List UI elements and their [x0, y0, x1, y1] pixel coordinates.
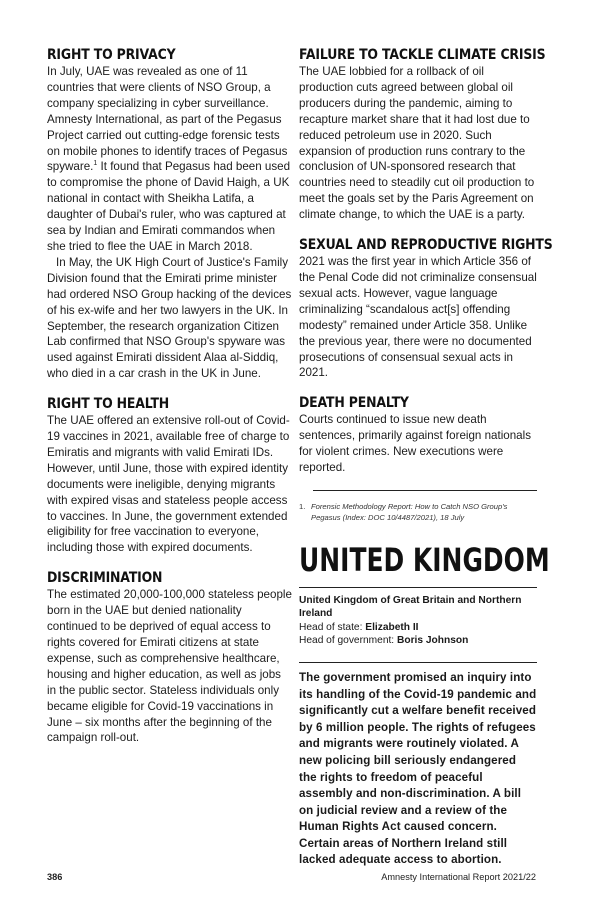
country-meta — [299, 594, 537, 648]
heading-right-to-health: RIGHT TO HEALTH — [47, 396, 170, 413]
country-title: UNITED KINGDOM — [299, 540, 550, 579]
discrimination-paragraph-1: The estimated 20,000-100,000 stateless people born in the UAE but denied nationality continued to be deprived of equal access to rights covered for Emirati citizens at state expense, such as comprehensive healthcare, housing and higher education, as well as jobs in the public sector. Stateless individuals only became eligible for Covid-19 vaccinations in June – six months after the beginning of the campaign roll-out. — [47, 588, 292, 745]
footnote-divider — [313, 490, 537, 491]
head-of-government-value: Boris Johnson — [396, 635, 469, 647]
section-climate-crisis — [299, 46, 546, 223]
section-right-to-health — [47, 395, 292, 556]
head-of-state-label: Head of state: — [299, 621, 363, 633]
climate-paragraph-1: The UAE lobbied for a rollback of oil production cuts agreed between global oil producers during the pandemic, aiming to recapture market share that it had lost due to reduced petroleum use in 2020. Such expansion of production runs contrary to the conclusion of UN-sponsored research that countries need to steadily cut oil production to meet the goals set by the Paris Agreement on climate change, to which the UAE is a party. — [299, 65, 535, 222]
sexual-paragraph-1: 2021 was the first year in which Article 356 of the Penal Code did not criminalize consensual sexual acts. However, vague language criminalizing “scandalous act[s] offending modesty” remained under Article 358. Unlike the previous year, there were no documented prosecutions of consensual sexual acts in 2021. — [299, 255, 537, 380]
head-of-state-value: Elizabeth II — [365, 621, 419, 633]
section-sexual-reproductive-rights — [299, 236, 553, 381]
health-paragraph-1: The UAE offered an extensive roll-out of Covid-19 vaccines in 2021, available free of charge to Emiratis and migrants with valid Emirati IDs. However, until June, those with expired identity documents were ineligible, denying migrants with expired visas and stateless people access to vaccines. In June, the government extended eligibility for free vaccination to everyone, including those with expired documents. — [47, 414, 290, 555]
left-column — [47, 46, 292, 759]
footnote-ref-1[interactable]: 1 — [93, 160, 98, 168]
heading-sexual-reproductive-rights: SEXUAL AND REPRODUCTIVE RIGHTS — [299, 237, 553, 254]
section-discrimination — [47, 569, 292, 746]
privacy-paragraph-1 — [47, 64, 292, 255]
country-full-name: United Kingdom of Great Britain and Northern Ireland — [299, 594, 522, 620]
footnote-1 — [299, 501, 537, 523]
section-death-penalty — [299, 394, 537, 476]
heading-climate-crisis: FAILURE TO TACKLE CLIMATE CRISIS — [299, 47, 546, 63]
report-title: Amnesty International Report 2021/22 — [381, 872, 536, 882]
page-number: 386 — [47, 872, 63, 882]
page-footer — [47, 872, 536, 886]
death-paragraph-1: Courts continued to issue new death sentences, primarily against foreign nationals for violent crimes. New executions were reported. — [299, 413, 531, 475]
head-of-government-row — [299, 634, 537, 648]
privacy-text-a: In July, UAE was revealed as one of 11 countries that were clients of NSO Group, a company specializing in cyber surveillance. Amnesty International, as part of the Pegasus Project carried out cutting-edge forensic tests on mobile phones to identify traces of Pegasus spyware. — [47, 65, 288, 174]
footnote-text: Forensic Methodology Report: How to Catch NSO Group's Pegasus (Index: DOC 10/4487/2021), 18 July — [311, 501, 508, 522]
footnote-number: 1. — [299, 501, 306, 511]
section-right-to-privacy — [47, 46, 292, 382]
country-summary: The government promised an inquiry into its handling of the Covid-19 pandemic and significantly cut a welfare benefit received by 6 million people. The rights of refugees and migrants were routinely violated. A new policing bill seriously endangered the rights to freedom of peaceful assembly and non-discrimination. A bill on judicial review and a review of the Human Rights Act caused concern. Certain areas of Northern Ireland still lacked adequate access to abortion. — [299, 662, 537, 869]
heading-right-to-privacy: RIGHT TO PRIVACY — [47, 47, 176, 63]
right-column — [299, 46, 553, 869]
privacy-paragraph-2: In May, the UK High Court of Justice's Family Division found that the Emirati prime minister had ordered NSO Group hacking of the devices of his ex-wife and her two lawyers in the UK. In September, the research organization Citizen Lab confirmed that NSO Group's spyware was used against Emirati dissident Alaa al-Siddiq, who died in a car crash in the UK in June. — [47, 255, 292, 381]
head-of-state-row — [299, 621, 537, 635]
heading-death-penalty: DEATH PENALTY — [299, 395, 409, 412]
head-of-government-label: Head of government: — [299, 635, 395, 647]
heading-discrimination: DISCRIMINATION — [47, 570, 163, 587]
country-title-divider — [299, 587, 537, 588]
privacy-text-b: It found that Pegasus had been used to compromise the phone of David Haigh, a UK national in contact with Sheikha Latifa, a daughter of Dubai's ruler, who was captured at sea by Indian and Emirati commandos when she tried to flee the UAE in March 2018. — [47, 160, 291, 253]
